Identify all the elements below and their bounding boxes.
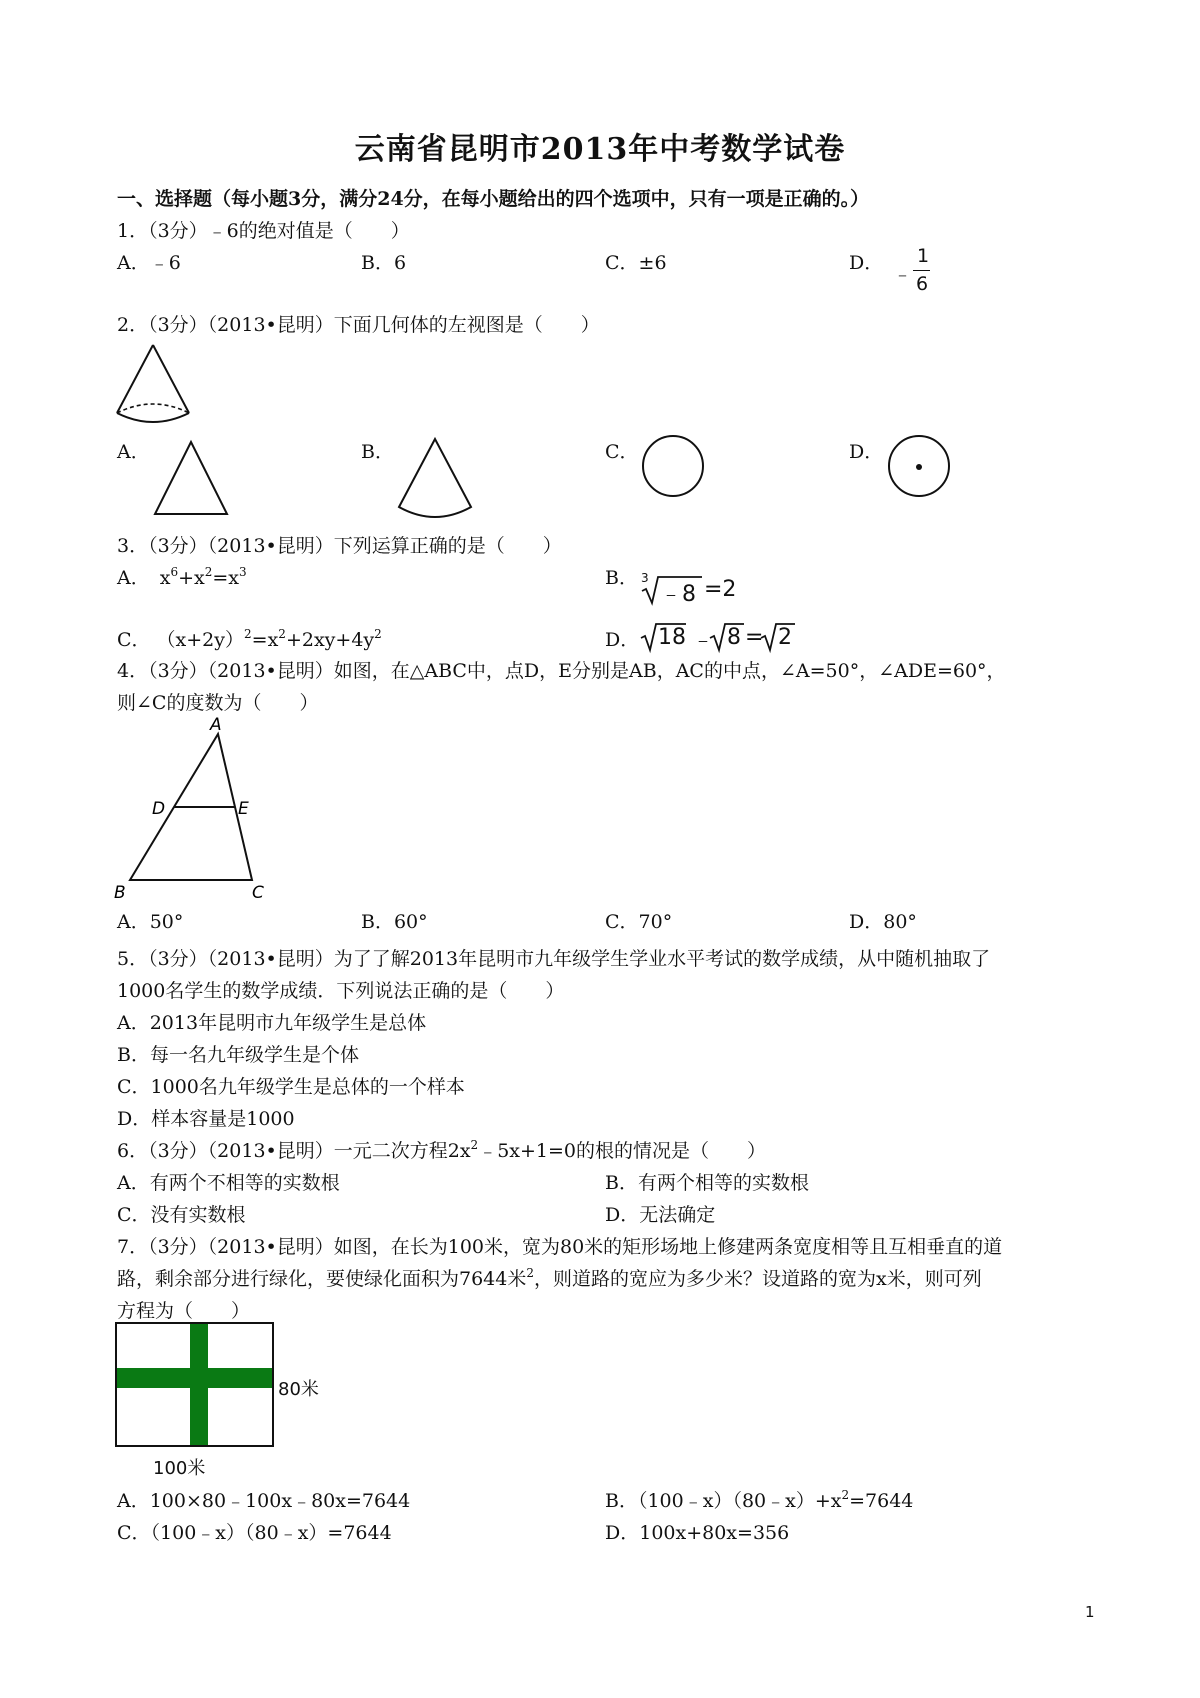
q3-stem: 3．（3分）（2013•昆明）下列运算正确的是（ ） [117, 535, 562, 557]
q3-a-exp2: 2 [204, 565, 213, 579]
q1-stem: 1．（3分）﹣6的绝对值是（ ） [117, 220, 410, 242]
q7-option-a: A．100×80﹣100x﹣80x=7644 [117, 1490, 411, 1512]
q2-cone-figure [113, 343, 193, 423]
q5-stem-line2: 1000名学生的数学成绩．下列说法正确的是（ ） [117, 980, 565, 1002]
q4-triangle-figure [110, 712, 280, 902]
q3-d-radicand2: 8 [727, 625, 741, 650]
q7-field-figure [115, 1322, 355, 1482]
q5-stem-line1: 5．（3分）（2013•昆明）为了了解2013年昆明市九年级学生学业水平考试的数学成绩，从中随机抽取了 [117, 948, 991, 970]
page-title: 云南省昆明市2013年中考数学试卷 [354, 132, 846, 167]
q4-label-a: A [210, 715, 222, 735]
q1-d-fraction-bar [913, 270, 930, 271]
q4-stem-line2: 则∠C的度数为（ ） [117, 692, 319, 714]
q1-d-numerator: 1 [917, 245, 930, 267]
q7-stem2-post: ，则道路的宽应为多少米？设道路的宽为x米，则可列 [534, 1268, 982, 1290]
q5-option-a: A．2013年昆明市九年级学生是总体 [117, 1012, 427, 1034]
q7-stem2-pre: 路，剩余部分进行绿化，要使绿化面积为7644米 [117, 1268, 527, 1290]
q7-stem-line1: 7．（3分）（2013•昆明）如图，在长为100米，宽为80米的矩形场地上修建两条宽度相等且互相垂直的道 [117, 1236, 1003, 1258]
q4-option-d: D．80° [849, 911, 917, 933]
q4-label-b: B [114, 883, 126, 903]
q2-option-c: C． [605, 441, 639, 463]
q7-length-label: 100米 [153, 1458, 206, 1479]
q3-b-rhs: =2 [704, 577, 737, 602]
q7-stem2-exponent: 2 [526, 1266, 534, 1280]
q6-option-b: B．有两个相等的实数根 [605, 1172, 809, 1194]
q3-option-d: D． [605, 629, 640, 651]
q4-label-e: E [238, 799, 249, 819]
q4-stem-line1: 4．（3分）（2013•昆明）如图，在△ABC中，点D，E分别是AB，AC的中点，∠A=50°，∠ADE=60°， [117, 660, 1006, 682]
q6-option-c: C．没有实数根 [117, 1204, 246, 1226]
q5-option-b: B．每一名九年级学生是个体 [117, 1044, 359, 1066]
q3-a-eq-x: =x [212, 567, 240, 589]
q7-stem-line3: 方程为（ ） [117, 1300, 251, 1322]
q7-option-c: C．（100﹣x）（80﹣x）=7644 [117, 1522, 392, 1544]
q3-c-eq-x: =x [251, 629, 279, 651]
q2-option-c-circle [640, 433, 706, 499]
q3-c-exp2: 2 [278, 627, 286, 641]
q5-option-c: C．1000名九年级学生是总体的一个样本 [117, 1076, 465, 1098]
q2-option-d-circle-with-dot [886, 433, 952, 499]
q3-option-c [117, 625, 382, 652]
q3-option-a [117, 563, 247, 590]
q7-road-horizontal [117, 1368, 272, 1388]
q1-option-a: A．﹣6 [117, 252, 181, 274]
q3-c-exp1: 2 [244, 627, 252, 641]
q3-c-label: C． [117, 629, 151, 651]
q3-a-plus-x: +x [178, 567, 205, 589]
q3-option-b: B． [605, 567, 638, 589]
q6-stem-exponent: 2 [470, 1138, 479, 1152]
page-number: 1 [1085, 1603, 1095, 1621]
q7-stem-line2 [117, 1264, 982, 1291]
q7-width-label: 80米 [278, 1379, 319, 1400]
q3-c-lhs: （x+2y） [156, 629, 245, 651]
q4-option-c: C．70° [605, 911, 673, 933]
q3-d-radicand3: 2 [778, 625, 792, 650]
q2-option-d: D． [849, 441, 884, 463]
q1-option-c: C．±6 [605, 252, 667, 274]
q3-c-mid: +2xy+4y [285, 629, 375, 651]
q3-d-radicand1: 18 [658, 625, 686, 650]
q3-d-minus: ﹣ [692, 628, 715, 653]
q4-option-b: B．60° [361, 911, 428, 933]
q7-b-pre: B．（100﹣x）（80﹣x）+x [605, 1490, 842, 1512]
q6-option-d: D．无法确定 [605, 1204, 716, 1226]
q3-a-x: x [159, 567, 171, 589]
q4-label-d: D [152, 799, 166, 819]
q2-option-b-sector [397, 437, 477, 521]
q1-option-d: D． [849, 252, 884, 274]
q3-a-exp1: 6 [170, 565, 179, 579]
q2-option-b: B． [361, 441, 394, 463]
q7-option-d: D．100x+80x=356 [605, 1522, 790, 1544]
q2-option-a: A． [117, 441, 150, 463]
q2-option-a-triangle [153, 440, 233, 516]
q6-stem-pre: 6．（3分）（2013•昆明）一元二次方程2x [117, 1140, 471, 1162]
q3-a-exp3: 3 [239, 565, 247, 579]
q3-b-root-index: 3 [641, 571, 649, 585]
q6-stem-post: ﹣5x+1=0的根的情况是（ ） [478, 1140, 767, 1162]
q4-option-a: A．50° [117, 911, 184, 933]
q4-label-c: C [252, 883, 264, 903]
q7-option-b [605, 1486, 913, 1513]
q1-option-b: B．6 [361, 252, 407, 274]
q7-b-post: =7644 [849, 1490, 914, 1512]
q2-stem: 2．（3分）（2013•昆明）下面几何体的左视图是（ ） [117, 314, 600, 336]
q3-b-radicand: ﹣8 [660, 582, 696, 607]
q6-option-a: A．有两个不相等的实数根 [117, 1172, 340, 1194]
q3-d-equals: = [745, 625, 764, 650]
q5-option-d: D．样本容量是1000 [117, 1108, 295, 1130]
q1-d-denominator: 6 [916, 273, 929, 295]
q3-c-exp3: 2 [374, 627, 382, 641]
q7-b-exponent: 2 [841, 1488, 850, 1502]
q1-d-sign: ﹣ [893, 263, 913, 285]
section-heading: 一、选择题（每小题3分，满分24分，在每小题给出的四个选项中，只有一项是正确的。） [117, 188, 870, 210]
q6-stem [117, 1136, 766, 1163]
q3-a-label: A． [117, 567, 150, 589]
